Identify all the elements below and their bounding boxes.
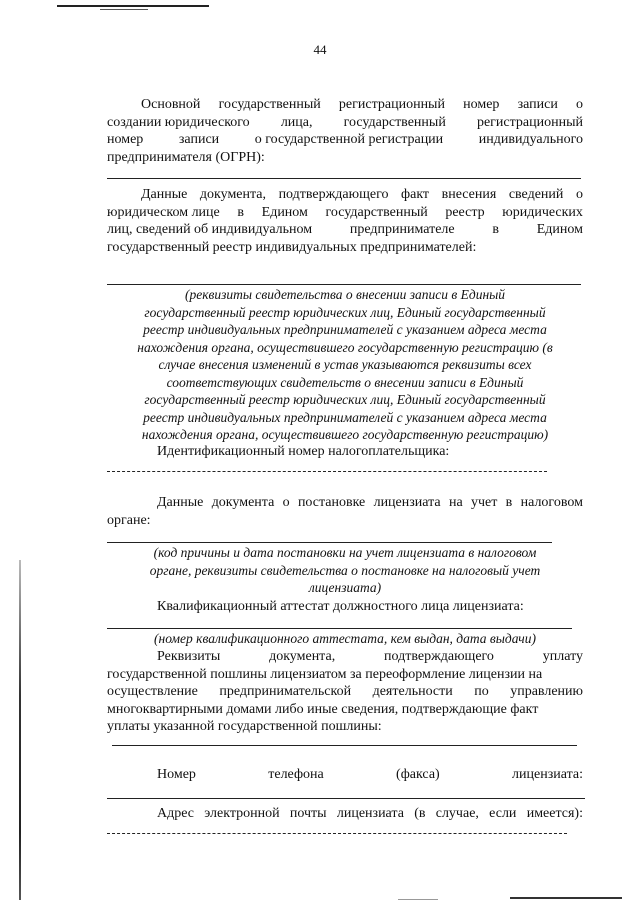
word: юридическом лице <box>107 204 220 220</box>
text-line <box>107 766 583 784</box>
word: в <box>492 222 499 237</box>
fee-fill-line[interactable] <box>112 745 577 746</box>
word: предпринимательской <box>219 684 352 699</box>
word: о <box>575 187 583 202</box>
word: если <box>489 806 517 821</box>
text-line <box>107 96 583 114</box>
hint-line: лицензиата) <box>308 580 382 595</box>
word: подтверждающего <box>278 187 389 202</box>
text-line <box>107 149 583 167</box>
word: случае, <box>435 806 479 821</box>
word: лицензиата <box>373 495 441 510</box>
word: лицензиата: <box>512 767 583 782</box>
hint-line: нахождения органа, осуществившего государственную регистрацию (в <box>137 339 553 355</box>
word: Едином <box>261 204 308 220</box>
word: реестр <box>445 204 485 220</box>
hint-line: государственный реестр юридических лиц, Единый государственный <box>144 392 546 407</box>
tax-paragraph <box>107 494 583 529</box>
text-line <box>107 805 583 823</box>
phone-paragraph <box>107 766 583 784</box>
word: электронной <box>204 806 280 821</box>
hint-line: реестр индивидуальных предпринимателей с указанием адреса места <box>143 322 547 337</box>
scan-artifact-top-rule <box>57 5 209 7</box>
word: Данные <box>157 495 204 510</box>
text-line <box>107 666 583 684</box>
word: налоговом <box>520 495 583 510</box>
word: государственный <box>325 204 428 220</box>
inn-fill-line[interactable] <box>107 471 547 472</box>
word: многоквартирными домами либо иные сведения, подтверждающие факт <box>107 701 539 717</box>
word: уплаты указанной государственной пошлины: <box>107 719 382 734</box>
word: государственный <box>218 97 321 112</box>
word: регистрационный <box>476 114 583 130</box>
word: создании юридического <box>107 114 250 130</box>
hint-line: соответствующих свидетельств о внесении записи в Единый <box>166 374 524 390</box>
word: лиц, сведений об индивидуальном <box>107 222 313 237</box>
text-line <box>107 648 583 666</box>
word: о государственной регистрации <box>254 132 444 147</box>
word: документа, <box>269 649 336 664</box>
tax-hint <box>107 544 583 597</box>
word: номер <box>107 132 144 147</box>
word: Данные <box>141 187 188 202</box>
text-line <box>107 204 583 222</box>
word: Номер <box>157 767 196 782</box>
word: предпринимателе <box>349 222 455 237</box>
hint-line: нахождения органа, осуществившего государственную регистрацию) <box>141 427 549 442</box>
word: государственной пошлины лицензиатом за переоформление лицензии на <box>107 666 543 682</box>
word: о <box>576 97 583 112</box>
word: по <box>474 684 489 699</box>
email-paragraph <box>107 805 583 823</box>
scan-artifact-bottom-rule <box>510 897 622 899</box>
attestat-hint: (номер квалификационного аттестата, кем выдан, дата выдачи) <box>154 631 536 646</box>
word: управлению <box>510 684 583 699</box>
word: Реквизиты <box>157 649 221 664</box>
word: документа <box>211 495 275 510</box>
word: Едином <box>536 222 583 237</box>
ogrn-fill-line[interactable] <box>107 178 581 179</box>
word: деятельности <box>372 684 453 699</box>
fee-paragraph <box>107 648 583 736</box>
word: на <box>448 495 463 510</box>
text-line <box>107 114 583 132</box>
word: подтверждающего <box>384 649 494 664</box>
word: сведений <box>508 187 564 202</box>
word: осуществление <box>107 684 198 699</box>
hint-line: органе, реквизиты свидетельства о постановке на налоговый учет <box>149 562 541 578</box>
word: лица, <box>280 114 313 130</box>
word: в <box>505 495 513 510</box>
word: документа, <box>199 187 267 202</box>
word: телефона <box>268 767 324 782</box>
hint-line: (реквизиты свидетельства о внесении записи в Единый <box>184 287 506 302</box>
text-line <box>107 131 583 149</box>
word: факт <box>401 187 430 202</box>
word: Основной <box>141 97 201 112</box>
hint-line: случае внесения изменений в устав указываются реквизиты всех <box>158 357 532 372</box>
word: (в <box>414 806 426 821</box>
tax-fill-line[interactable] <box>107 542 552 543</box>
text-line <box>107 701 583 719</box>
ogrn-paragraph <box>107 96 583 166</box>
word: имеется): <box>526 806 583 821</box>
registry-doc-hint <box>107 286 583 444</box>
attestat-label: Квалификационный аттестат должностного лица лицензиата: <box>157 599 524 614</box>
registry-doc-fill-line[interactable] <box>107 284 581 285</box>
word: регистрационный <box>338 97 445 112</box>
text-line <box>107 718 583 736</box>
text-line <box>107 494 583 512</box>
hint-line: (код причины и дата постановки на учет лицензиата в налоговом <box>153 545 537 560</box>
word: государственный реестр индивидуальных предпринимателей: <box>107 239 477 255</box>
word: индивидуального <box>478 132 583 147</box>
word: учет <box>470 495 498 510</box>
text-line <box>107 221 583 239</box>
text-line <box>107 512 583 530</box>
word: о <box>282 495 290 510</box>
word: юридических <box>502 204 583 220</box>
word: государственный <box>343 114 446 130</box>
word: уплату <box>542 649 583 664</box>
hint-line: государственный реестр юридических лиц, Единый государственный <box>144 304 546 320</box>
text-line <box>107 683 583 701</box>
phone-fill-line[interactable] <box>107 798 585 799</box>
text-line <box>107 186 583 204</box>
hint-line: реестр индивидуальных предпринимателей с указанием адреса места <box>143 409 547 425</box>
word: в <box>237 204 245 220</box>
word: Адрес <box>157 806 195 821</box>
word: внесения <box>441 187 497 202</box>
word: записи <box>178 132 220 147</box>
word: записи <box>517 97 558 112</box>
email-fill-line[interactable] <box>107 833 567 834</box>
word: постановке <box>297 495 366 510</box>
registry-doc-paragraph <box>107 186 583 256</box>
word: номер <box>463 97 500 112</box>
scan-artifact-left-edge <box>19 560 21 900</box>
inn-label: Идентификационный номер налогоплательщика: <box>157 444 450 459</box>
word: почты <box>289 806 327 821</box>
text-line <box>107 239 583 257</box>
word: (факса) <box>396 767 440 782</box>
scan-artifact-bottom-rule-short <box>398 899 438 900</box>
word: лицензиата <box>336 806 404 821</box>
attestat-fill-line[interactable] <box>107 628 572 629</box>
page-number: 44 <box>313 42 327 57</box>
word: предпринимателя (ОГРН): <box>107 149 265 165</box>
word: органе: <box>107 512 151 528</box>
scan-artifact-top-rule-short <box>100 9 148 10</box>
